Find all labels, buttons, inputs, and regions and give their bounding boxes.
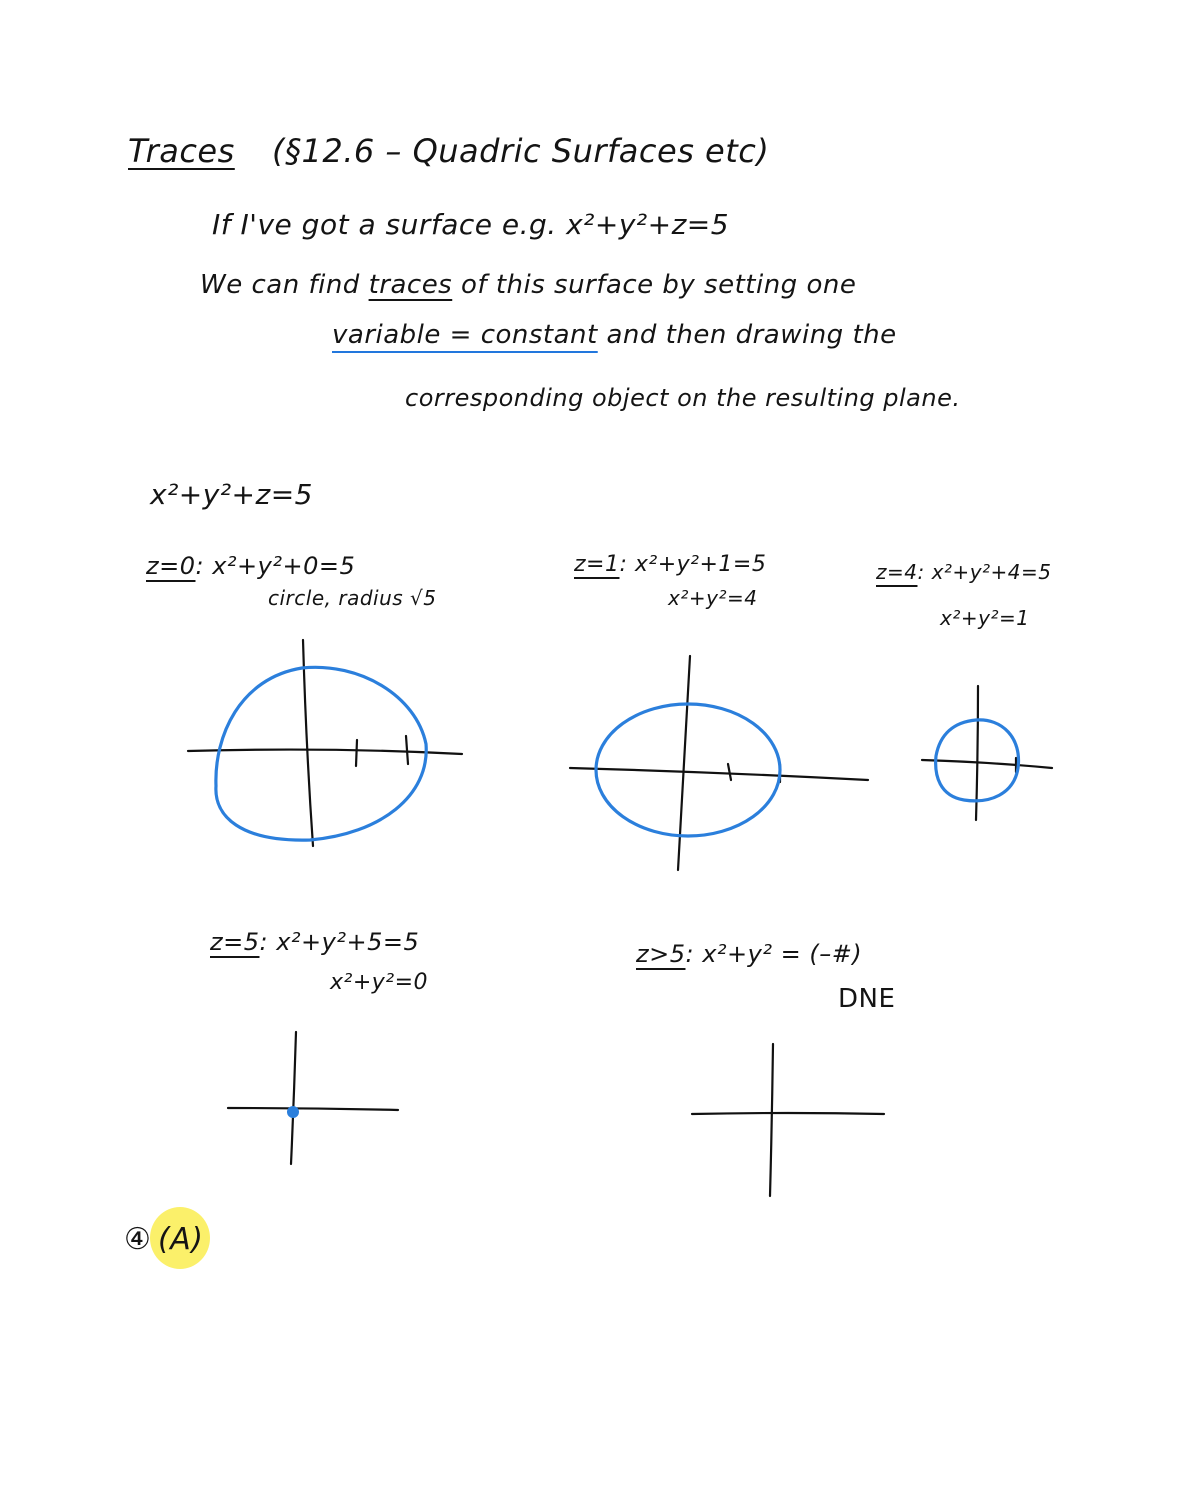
intro-line-4: corresponding object on the resulting plane. bbox=[405, 384, 961, 412]
tick-mark bbox=[356, 740, 357, 766]
y-axis bbox=[678, 656, 690, 870]
y-axis bbox=[303, 640, 313, 846]
case-z0-label: z=0 bbox=[146, 552, 196, 580]
case-z1-note: x²+y²=4 bbox=[668, 586, 758, 610]
page-title: Traces bbox=[128, 132, 235, 170]
y-axis bbox=[770, 1044, 773, 1196]
intro-line-2-suffix: of this surface by setting one bbox=[452, 270, 857, 300]
trace-plot-z0 bbox=[180, 636, 480, 856]
main-equation: x²+y²+z=5 bbox=[150, 478, 313, 511]
trace-circle bbox=[216, 667, 426, 840]
trace-plot-z5 bbox=[224, 1028, 404, 1168]
case-z4-label: z=4 bbox=[876, 560, 918, 584]
x-axis bbox=[570, 768, 868, 780]
trace-plot-z-gt-5 bbox=[688, 1040, 888, 1200]
intro-line-3 bbox=[332, 320, 897, 350]
case-z4-eq: : x²+y²+4=5 bbox=[917, 560, 1052, 584]
case-z5-label: z=5 bbox=[210, 928, 260, 956]
intro-line-3-suffix: and then drawing the bbox=[597, 320, 897, 350]
answer-label: (A) bbox=[158, 1222, 204, 1257]
intro-line-2 bbox=[200, 270, 856, 300]
case-z0-eq: : x²+y²+0=5 bbox=[195, 552, 356, 580]
case-z4-note: x²+y²=1 bbox=[940, 606, 1030, 630]
question-number: ④ bbox=[124, 1222, 152, 1257]
case-z5-note: x²+y²=0 bbox=[330, 970, 429, 995]
case-z0-note: circle, radius √5 bbox=[268, 586, 437, 610]
traces-keyword: traces bbox=[368, 270, 453, 300]
case-z0-header bbox=[146, 552, 355, 580]
trace-plot-z4 bbox=[918, 682, 1058, 822]
tick-mark bbox=[406, 736, 408, 764]
variable-constant-keyword: variable = constant bbox=[332, 320, 598, 350]
x-axis bbox=[692, 1113, 884, 1114]
section-subtitle: (§12.6 – Quadric Surfaces etc) bbox=[272, 132, 770, 170]
case-z4-header bbox=[876, 560, 1052, 584]
trace-plot-z1 bbox=[566, 652, 876, 872]
case-z1-header bbox=[574, 552, 766, 577]
case-z-gt-5-header bbox=[636, 940, 862, 968]
x-axis bbox=[922, 760, 1052, 768]
x-axis bbox=[188, 750, 462, 754]
case-z-gt-5-label: z>5 bbox=[636, 940, 686, 968]
origin-point bbox=[287, 1106, 299, 1118]
case-z1-label: z=1 bbox=[574, 552, 620, 577]
intro-line-1: If I've got a surface e.g. x²+y²+z=5 bbox=[212, 208, 730, 241]
case-z-gt-5-eq: : x²+y² = (–#) bbox=[685, 940, 863, 968]
case-z5-header bbox=[210, 928, 419, 956]
case-z5-eq: : x²+y²+5=5 bbox=[259, 928, 420, 956]
y-axis bbox=[291, 1032, 296, 1164]
intro-line-2-prefix: We can find bbox=[200, 270, 369, 300]
case-z-gt-5-note: DNE bbox=[838, 984, 896, 1014]
x-axis bbox=[228, 1108, 398, 1110]
tick-mark bbox=[728, 764, 731, 780]
case-z1-eq: : x²+y²+1=5 bbox=[619, 552, 767, 577]
